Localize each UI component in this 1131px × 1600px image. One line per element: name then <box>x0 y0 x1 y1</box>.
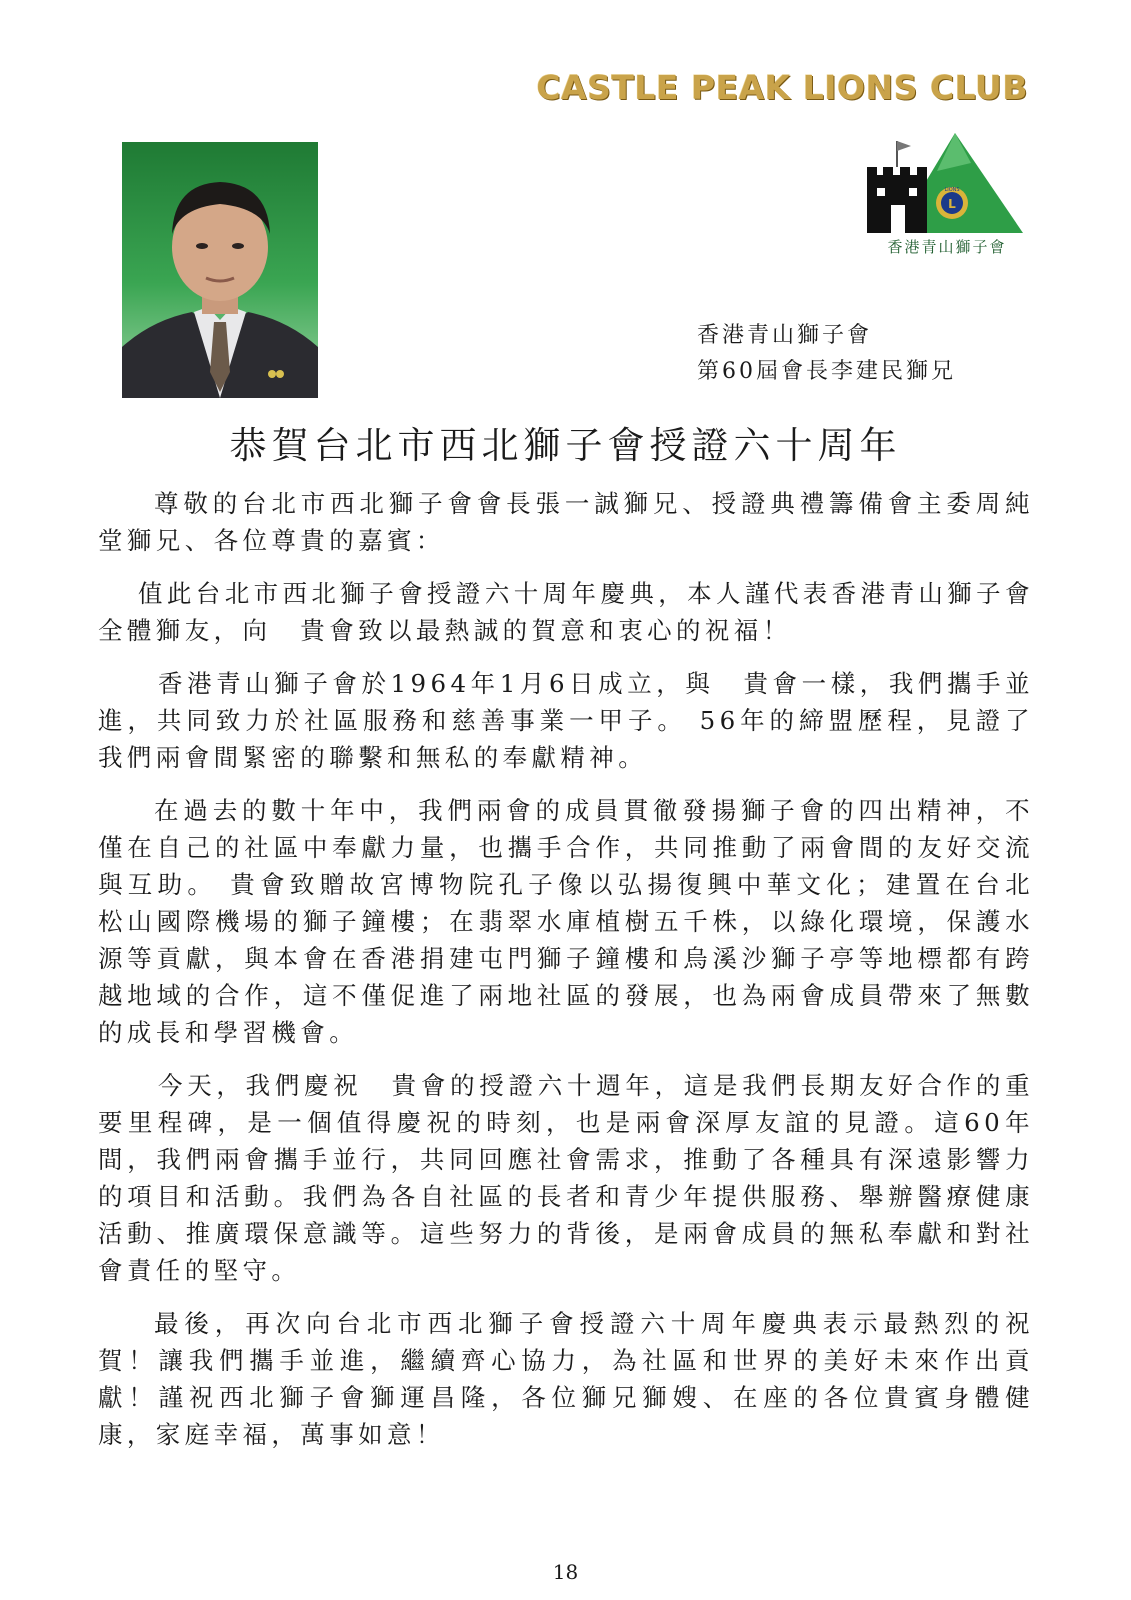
paragraph-closing: 最後，再次向台北市西北獅子會授證六十周年慶典表示最熱烈的祝賀！讓我們攜手並進，繼續齊心協力，為社區和世界的美好未來作出貢獻！謹祝西北獅子會獅運昌隆，各位獅兄獅嫂、在座的各位貴賓身體健康，家庭幸福，萬事如意！ <box>98 1309 1034 1449</box>
club-name-header: CASTLE PEAK LIONS CLUB <box>536 68 1028 107</box>
svg-text:L: L <box>948 197 956 211</box>
page-number: 18 <box>552 1560 579 1584</box>
logo-caption: 香港青山獅子會 <box>887 238 1007 256</box>
president-portrait-photo <box>122 142 318 398</box>
signature-club: 香港青山獅子會 <box>697 323 873 348</box>
paragraph-celebration: 今天，我們慶祝 貴會的授證六十週年，這是我們長期友好合作的重要里程碑，是一個值得慶祝的時刻，也是兩會深厚友誼的見證。這60年間，我們兩會攜手並行，共同回應社會需求，推動了各種具有深遠影響力的項目和活動。我們為各自社區的長者和青少年提供服務、舉辦醫療健康活動、推廣環保意識等。這些努力的背後，是兩會成員的無私奉獻和對社會責任的堅守。 <box>98 1071 1034 1285</box>
letter-body <box>98 485 1034 1469</box>
page-title: 恭賀台北市西北獅子會授證六十周年 <box>229 424 902 467</box>
paragraph-cooperation: 在過去的數十年中，我們兩會的成員貫徹發揚獅子會的四出精神，不僅在自己的社區中奉獻力量，也攜手合作，共同推動了兩會間的友好交流與互助。 貴會致贈故宮博物院孔子像以弘揚復興中華文化；建置在台北松山國際機場的獅子鐘樓；在翡翠水庫植樹五千株，以綠化環境，保護水源等貢獻，與本會在香港捐建屯門獅子鐘樓和烏溪沙獅子亭等地標都有跨越地域的合作，這不僅促進了兩地社區的發展，也為兩會成員帶來了無數的成長和學習機會。 <box>98 796 1034 1047</box>
paragraph-salutation: 尊敬的台北市西北獅子會會長張一誠獅兄、授證典禮籌備會主委周純堂獅兄、各位尊貴的嘉賓： <box>98 489 1034 555</box>
paragraph-history: 香港青山獅子會於1964年1月6日成立，與 貴會一樣，我們攜手並進，共同致力於社區服務和慈善事業一甲子。 56年的締盟歷程，見證了我們兩會間緊密的聯繫和無私的奉獻精神。 <box>98 669 1034 772</box>
paragraph-greeting: 值此台北市西北獅子會授證六十周年慶典，本人謹代表香港青山獅子會全體獅友，向 貴會致以最熱誠的賀意和衷心的祝福！ <box>98 579 1034 645</box>
signature-block <box>697 318 956 390</box>
lions-badge-text: LIONS <box>944 187 960 193</box>
signature-president: 第60屆會長李建民獅兄 <box>697 359 956 384</box>
